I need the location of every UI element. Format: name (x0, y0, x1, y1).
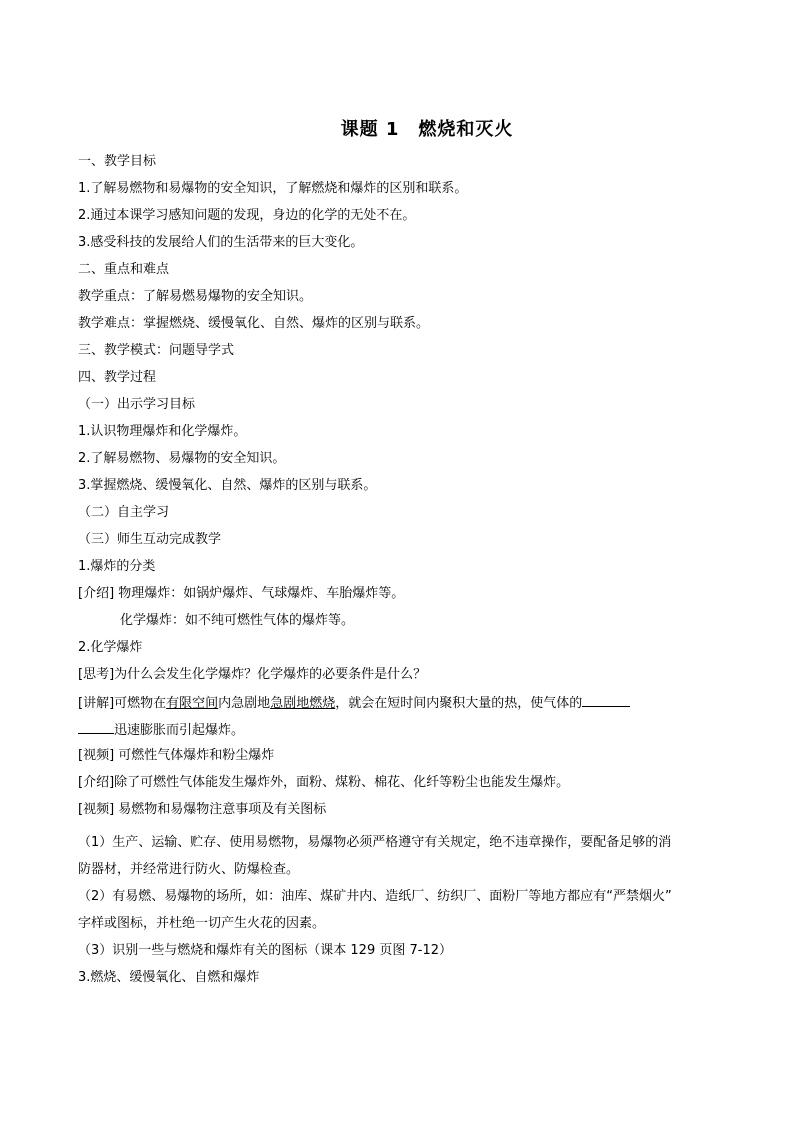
safety-note-1: （1）生产、运输、贮存、使用易燃物，易爆物必须严格遵守有关规定，绝不违章操作，要配备足够的消 (78, 835, 672, 850)
intro-dust-explosion: [介绍]除了可燃性气体能发生爆炸外，面粉、煤粉、棉花、化纤等粉尘也能发生爆炸。 (78, 775, 570, 790)
goal-item-2: 2.通过本课学习感知问题的发现，身边的化学的无处不在。 (78, 208, 416, 223)
explanation-prefix: [讲解]可燃物在 (78, 696, 167, 711)
video-item-1: [视频] 可燃性气体爆炸和粉尘爆炸 (78, 748, 275, 763)
subsection-heading-2: （二）自主学习 (78, 505, 170, 520)
safety-note-2-cont: 字样或图标，并杜绝一切产生火花的因素。 (78, 916, 326, 931)
objective-item-3: 3.掌握燃烧、缓慢氧化、自然、爆炸的区别与联系。 (78, 478, 377, 493)
topic-heading-1: 1.爆炸的分类 (78, 559, 156, 574)
section-heading-process: 四、教学过程 (78, 370, 157, 385)
goal-item-3: 3.感受科技的发展给人们的生活带来的巨大变化。 (78, 235, 364, 250)
section-heading-key-points: 二、重点和难点 (78, 262, 170, 277)
safety-note-3: （3）识别一些与燃烧和爆炸有关的图标（课本 129 页图 7-12） (78, 943, 452, 958)
goal-item-1: 1.了解易燃物和易爆物的安全知识，了解燃烧和爆炸的区别和联系。 (78, 181, 468, 196)
key-point: 教学重点：了解易燃易爆物的安全知识。 (78, 289, 313, 304)
difficult-point: 教学难点：掌握燃烧、缓慢氧化、自然、爆炸的区别与联系。 (78, 316, 430, 331)
intro-physical-explosion: [介绍] 物理爆炸：如锅炉爆炸、气球爆炸、车胎爆炸等。 (78, 586, 405, 601)
page-title: 课题 1 燃烧和灭火 (340, 119, 514, 140)
video-item-2: [视频] 易燃物和易爆物注意事项及有关图标 (78, 802, 327, 817)
objective-item-2: 2.了解易燃物、易爆物的安全知识。 (78, 451, 286, 466)
section-heading-goals: 一、教学目标 (78, 154, 157, 169)
explanation-end: 迅速膨胀而引起爆炸。 (114, 723, 245, 738)
fill-blank-1[interactable] (582, 692, 630, 707)
subsection-heading-3: （三）师生互动完成教学 (78, 532, 222, 547)
topic-heading-2: 2.化学爆炸 (78, 640, 143, 655)
subsection-heading-1: （一）出示学习目标 (78, 397, 196, 412)
topic-heading-3: 3.燃烧、缓慢氧化、自燃和爆炸 (78, 970, 260, 985)
safety-note-2: （2）有易燃、易爆物的场所，如：油库、煤矿井内、造纸厂、纺织厂、面粉厂等地方都应有“严禁烟火” (78, 889, 672, 904)
section-heading-mode: 三、教学模式：问题导学式 (78, 343, 235, 358)
explanation-line (78, 692, 728, 714)
objective-item-1: 1.认识物理爆炸和化学爆炸。 (78, 424, 247, 439)
safety-note-1-cont: 防器材，并经常进行防火、防爆检查。 (78, 862, 300, 877)
explanation-suffix: ，就会在短时间内聚积大量的热，使气体的 (335, 696, 583, 711)
think-question: [思考]为什么会发生化学爆炸？化学爆炸的必要条件是什么？ (78, 667, 427, 682)
explanation-mid: 内急剧地 (218, 696, 271, 711)
underlined-term-rapid-burning: 急剧地燃烧 (270, 696, 336, 711)
explanation-line-2 (78, 719, 728, 741)
underlined-term-limited-space: 有限空间 (166, 696, 219, 711)
fill-blank-2[interactable] (78, 719, 114, 734)
intro-chemical-explosion: 化学爆炸：如不纯可燃性气体的爆炸等。 (120, 613, 355, 628)
